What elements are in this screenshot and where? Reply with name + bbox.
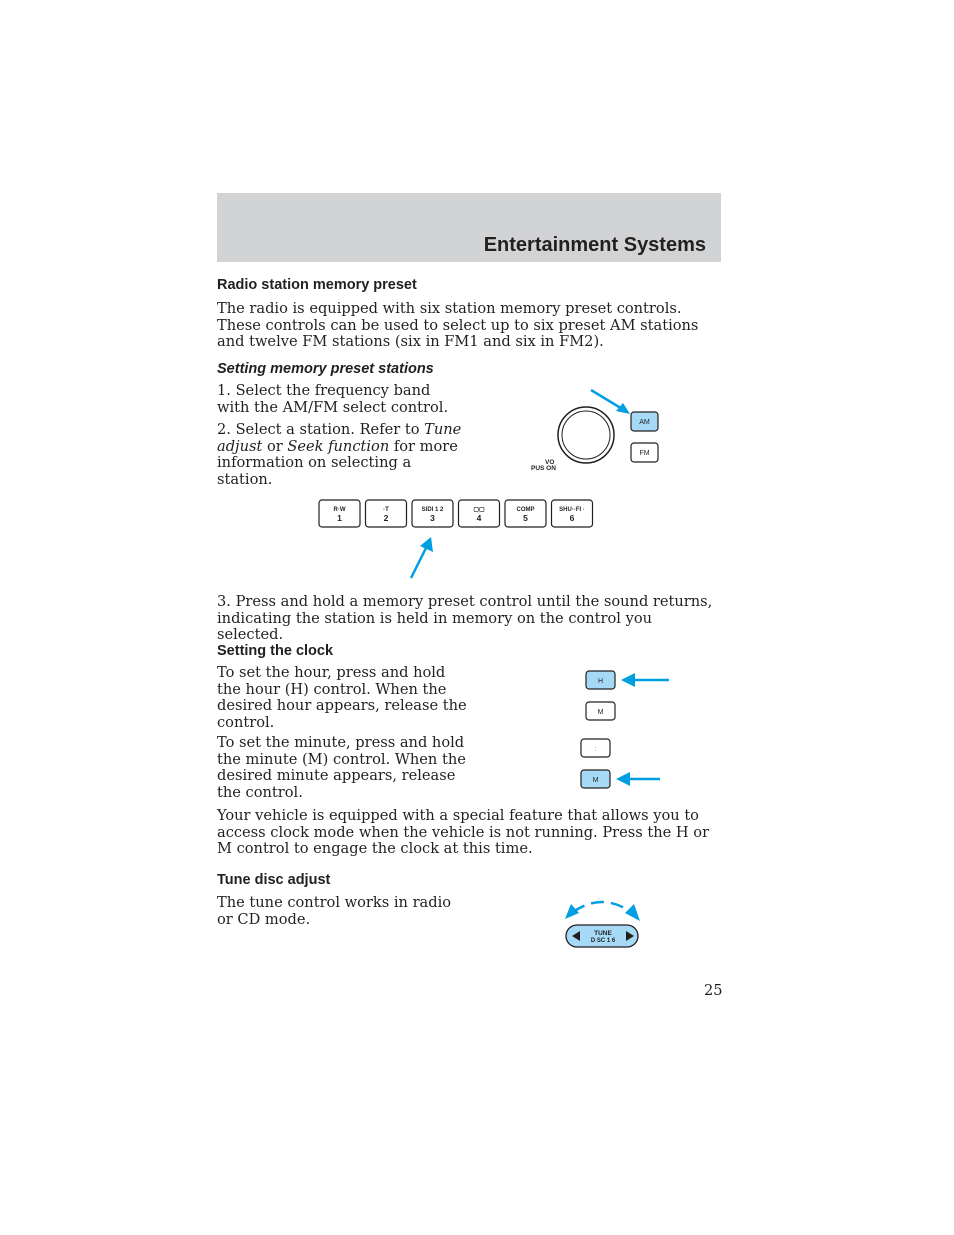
radio-knob-figure [520, 380, 700, 480]
preset-button-number: 5 [523, 513, 528, 523]
am-button-label: AM [639, 419, 650, 426]
preset-button-top-label: ·T [383, 507, 389, 513]
tune-top-label: TUNE [594, 930, 612, 937]
am-arrow-head [616, 403, 630, 414]
clock-hour-text: To set the hour, press and hold the hour (H) control. When the desired hour appears, release the control. [217, 664, 467, 731]
header-band [217, 193, 721, 262]
tune-arrow-right [625, 904, 640, 921]
tune-body: The tune control works in radio or CD mode. [217, 894, 452, 928]
colon-button-label: : [594, 746, 597, 753]
preset-button-number: 1 [337, 513, 342, 523]
fm-button-label: FM [639, 450, 650, 457]
clock-hour-figure [580, 665, 680, 725]
preset-button-number: 4 [476, 513, 482, 523]
preset-step-1: 1. Select the frequency band with the AM/FM select control. [217, 382, 449, 416]
preset-button-3 [412, 500, 453, 527]
preset-step-2: 2. Select a station. Refer to Tune adjust or Seek function for more information on selecting a station. [217, 421, 462, 488]
clock-minute-figure [575, 733, 670, 793]
volume-knob [558, 407, 614, 463]
hour-arrow-head [621, 673, 635, 687]
heading-setting-clock: Setting the clock [217, 643, 334, 659]
heading-setting-presets: Setting memory preset stations [217, 361, 434, 377]
tune-arrow-left [565, 904, 579, 919]
tune-figure [555, 895, 655, 955]
knob-label-bottom: PUS ON [531, 465, 556, 472]
preset-button-top-label: SIDI 1 2 [421, 507, 444, 513]
page-section-title: Entertainment Systems [483, 234, 706, 256]
preset-button-5 [505, 500, 546, 527]
clock-minute-text: To set the minute, press and hold the minute (M) control. When the desired minute appears, release the control. [217, 734, 466, 801]
tune-arc [573, 902, 631, 912]
preset-button-top-label: R·W [333, 507, 346, 513]
knob-label-top: VO [545, 459, 555, 466]
am-arrow-shaft [591, 390, 624, 410]
preset-button-number: 6 [569, 513, 575, 523]
heading-tune-disc: Tune disc adjust [217, 872, 331, 888]
preset-step-3: 3. Press and hold a memory preset control until the sound returns, indicating the station is held in memory on the control you selected. [217, 593, 713, 643]
seek-function-reference: Seek function [287, 437, 390, 455]
preset-buttons-figure [310, 492, 605, 582]
preset-button-number: 3 [430, 513, 435, 523]
preset-button-top-label: COMP [516, 507, 535, 513]
h-button-label: H [597, 678, 604, 685]
preset-arrow-shaft [411, 548, 426, 578]
preset-button-top-label: SHU··FI · [559, 507, 585, 513]
heading-memory-preset: Radio station memory preset [217, 277, 417, 293]
minute-m-button-label: M [592, 777, 599, 784]
preset-button-number: 2 [383, 513, 389, 523]
tune-adjust-reference: Tune adjust [217, 421, 462, 455]
minute-arrow-head [616, 772, 630, 786]
preset-button-top-label: ▢▢ [473, 507, 485, 513]
m-button-label: M [597, 709, 604, 716]
tune-bottom-label: D SC 1 6 [590, 938, 616, 944]
clock-feature-text: Your vehicle is equipped with a special feature that allows you to access clock mode when the vehicle is not running. Press the H or M control to engage the clock at this time. [217, 807, 710, 857]
memory-preset-body: The radio is equipped with six station memory preset controls. These controls can be used to select up to six preset AM stations and twelve FM stations (six in FM1 and six in FM2). [217, 300, 699, 350]
preset-button-1 [319, 500, 360, 527]
preset-button-2 [366, 500, 407, 527]
preset-button-6 [552, 500, 593, 527]
page-number: 25 [704, 982, 723, 999]
preset-button-4 [459, 500, 500, 527]
